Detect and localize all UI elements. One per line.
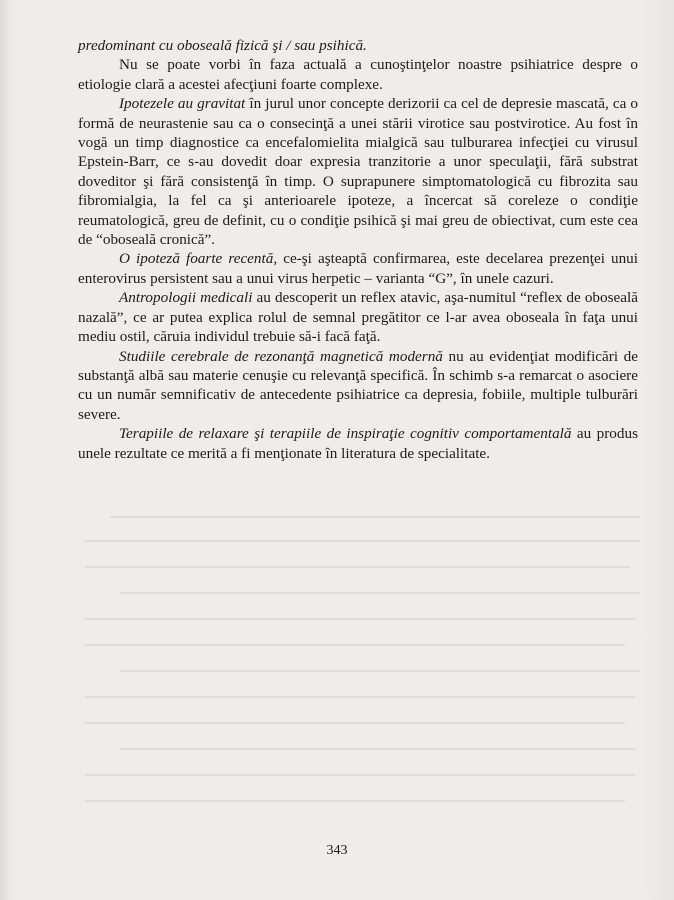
bleed-through-line <box>85 540 640 542</box>
paragraph-6 <box>78 347 638 425</box>
bleed-through-line <box>120 670 640 672</box>
paragraph-5 <box>78 288 638 346</box>
paragraph-3-text: în jurul unor concepte derizorii ca cel de depresie mascată, ca o formă de neurastenie sau ca o consecinţă a unei stării virotice sau postvirotice. Au fost în vogă un timp diagnostice ca encefalomielita mialgică sau tulburarea infecţiei cu virusul Epstein-Barr, ce s-au dovedit doar expresia tranzitorie a unor speculaţii, fără substrat doveditor şi fără consistenţă în timp. O suprapunere simptomatologică cu fibrozita sau fibromialgia, la fel ca şi anterioarele ipoteze, a încercat să coreleze o condiţie reumatologică, greu de definit, cu o condiţie psihică şi mai greu de obiectivat, cum este cea de “oboseală cronică”. <box>78 95 638 249</box>
paragraph-1 <box>78 36 638 55</box>
body-text <box>78 36 638 463</box>
bleed-through-line <box>85 618 635 620</box>
paragraph-7-text: au produs unele rezultate ce merită a fi menţionate în literatura de specialitate. <box>78 425 638 462</box>
bleed-through-line <box>85 800 625 802</box>
paragraph-5-italic: Antropologii medicali <box>119 289 253 307</box>
paragraph-4 <box>78 249 638 288</box>
paragraph-6-text: nu au evidenţiat modificări de substanţă albă sau materie cenuşie cu relevanţă specifică. În schimb s-a remarcat o asociere cu un număr semnificativ de antecedente psihiatrice ca depresia, fobiile, multiple tulburări severe. <box>78 347 638 423</box>
bleed-through-line <box>85 722 625 724</box>
bleed-through-line <box>85 644 625 646</box>
paragraph-7 <box>78 424 638 463</box>
bleed-through-line <box>120 748 635 750</box>
bleed-through-line <box>110 516 640 518</box>
paragraph-2 <box>78 55 638 94</box>
paragraph-3 <box>78 94 638 249</box>
paragraph-6-italic: Studiile cerebrale de rezonanţă magnetică modernă <box>119 347 443 365</box>
paragraph-1-italic: predominant cu oboseală fizică şi / sau psihică. <box>78 37 367 54</box>
paragraph-4-italic: O ipoteză foarte recentă <box>119 250 274 268</box>
bleed-through-line <box>120 592 640 594</box>
paragraph-5-text: au descoperit un reflex atavic, aşa-numitul “reflex de oboseală nazală”, ce ar putea explica rolul de semnal pregătitor ce l-ar avea oboseala în faţa unui mediu ostil, căruia individul trebuie să-i facă faţă. <box>78 289 638 346</box>
bleed-through-line <box>85 696 635 698</box>
paragraph-2-text: Nu se poate vorbi în faza actuală a cunoştinţelor noastre psihiatrice despre o etiologie clară a acestei afecţiuni foarte complexe. <box>78 56 638 93</box>
bleed-through-line <box>85 774 635 776</box>
paragraph-3-italic: Ipotezele au gravitat <box>119 95 246 113</box>
paragraph-4-text: , ce-şi aşteaptă confirmarea, este decelarea prezenţei unui enterovirus persistent sau a unui virus herpetic – varianta “G”, în unele cazuri. <box>78 250 638 287</box>
paragraph-7-italic: Terapiile de relaxare şi terapiile de inspiraţie cognitiv comportamentală <box>119 425 572 443</box>
bleed-through-line <box>85 566 630 568</box>
page-number: 343 <box>326 843 348 858</box>
